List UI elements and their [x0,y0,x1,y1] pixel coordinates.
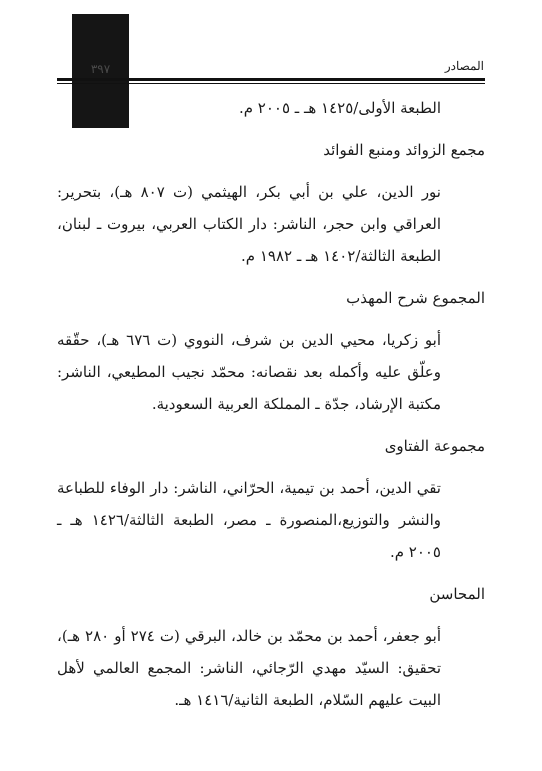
bibliography-entry [57,580,485,716]
entry-title: مجموعة الفتاوى [384,437,485,455]
header-rule-thin [57,83,485,84]
entry-body: أبو زكريا، محيي الدين بن شرف، النووي (ت ٦٧٦ هـ)، حقّقه وعلّق عليه وأكمله بعد نقصانه: محمّد نجيب المطيعي، الناشر: مكتبة الإرشاد، جدّة ـ المملكة العربية السعودية. [57,331,441,413]
entry-body: الطبعة الأولى/١٤٢٥ هـ ـ ٢٠٠٥ م. [238,99,441,117]
bibliography-entry [57,284,485,420]
bibliography-entry [57,432,485,568]
header-rule-thick [57,78,485,81]
entry-title: المحاسن [429,585,485,603]
running-head: المصادر [444,59,484,73]
entry-body: أبو جعفر، أحمد بن محمّد بن خالد، البرقي (ت ٢٧٤ أو ٢٨٠ هـ)، تحقيق: السيّد مهدي الرّجائي، الناشر: المجمع العالمي لأهل البيت عليهم السّلام، الطبعة الثانية/١٤١٦ هـ. [57,627,441,709]
entry-title: مجمع الزوائد ومنبع الفوائد [323,141,485,159]
entry-body: تقي الدين، أحمد بن تيمية، الحرّاني، الناشر: دار الوفاء للطباعة والنشر والتوزيع،المنصورة ـ مصر، الطبعة الثالثة/١٤٢٦ هـ ـ ٢٠٠٥ م. [57,479,441,561]
entry-title: المجموع شرح المهذب [346,289,485,307]
bibliography-entry [57,92,485,124]
page-number: ٣٩٧ [90,62,111,76]
bibliography-list [57,92,485,716]
entry-body: نور الدين، علي بن أبي بكر، الهيثمي (ت ٨٠٧ هـ)، بتحرير: العراقي وابن حجر، الناشر: دار الكتاب العربي، بيروت ـ لبنان، الطبعة الثالثة/١٤٠٢ هـ ـ ١٩٨٢ م. [57,183,441,265]
bibliography-entry [57,136,485,272]
